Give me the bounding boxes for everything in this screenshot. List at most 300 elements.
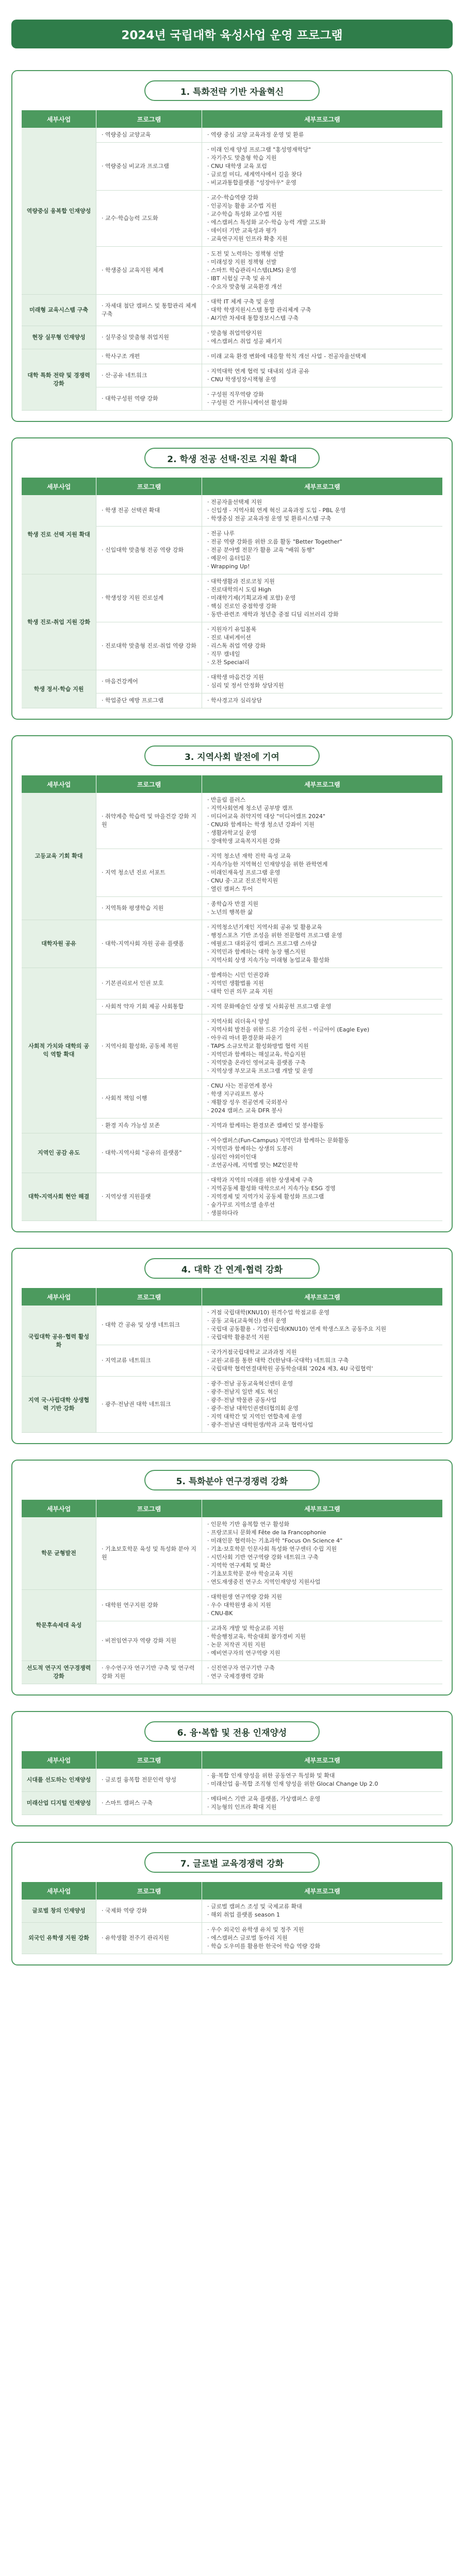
table-body	[22, 495, 442, 708]
detail-item: · 심리 및 정서 안정화 상담지원	[207, 682, 437, 690]
detail-item: · 광주·전남 대학인권센터협의회 운영	[207, 1404, 437, 1413]
program-name: · 지역사회 활성화, 공동체 복원	[102, 1042, 196, 1050]
detail-item: · 교육연구지원 인프라 확충 지원	[207, 235, 437, 243]
detail-item: · 미래성장 지원 정책형 선발	[207, 258, 437, 266]
program-name: · 대학구성원 역량 강화	[102, 395, 196, 403]
detail-item: · 지역경제 및 지역가치 공동체 활성화 프로그램	[207, 1193, 437, 1201]
program-name: · 역량중심 비교과 프로그램	[102, 162, 196, 171]
header-cell-1: 세부사업	[22, 1288, 96, 1306]
detail-item: · 데이터 기반 교육성과 평가	[207, 227, 437, 235]
detail-item: · 미래 교육 환경 변화에 대응할 학칙 개선 사업 - 전공자율선택제	[207, 352, 437, 361]
subproject-cell: 미래형 교육시스템 구축	[22, 295, 96, 326]
program-name: · 지역 청소년 진로 서포트	[102, 869, 196, 877]
subproject-cell: 지역 국·사립대학 상생협력 기반 강화	[22, 1377, 96, 1433]
table-header	[22, 110, 442, 128]
header-cell-3: 세부프로그램	[202, 110, 442, 128]
program-name: · 대학 간 공유 및 상생 네트워크	[102, 1321, 196, 1329]
table-row	[22, 1133, 442, 1173]
program-cell	[96, 1079, 202, 1118]
detail-item: · 지역공동체 활성화 대학으로서 지속가능 ESG 경영	[207, 1184, 437, 1193]
subproject-cell: 사회적 가치와 대학의 공익 역할 확대	[22, 968, 96, 1133]
header-cell-1: 세부사업	[22, 110, 96, 128]
program-cell	[96, 364, 202, 387]
detail-item: · CNU-BK	[207, 1609, 437, 1618]
header-cell-2: 프로그램	[96, 1751, 202, 1769]
detail-item: · 광주·전남권 대학원생/학과 교육 협력사업	[207, 1421, 437, 1429]
detail-item: · 학사경고자 심리상담	[207, 697, 437, 705]
section-title: 2. 학생 전공 선택·진로 지원 확대	[144, 448, 320, 468]
detail-item: · 장애학생 교육복지지원 강화	[207, 837, 437, 845]
program-name: · 학생 전공 선택권 확대	[102, 506, 196, 515]
detail-cell	[202, 1306, 442, 1345]
table-row	[22, 1590, 442, 1621]
program-cell	[96, 1517, 202, 1590]
program-table	[22, 1288, 442, 1433]
program-cell	[96, 191, 202, 247]
program-name: · 유학생활 전주기 관리지원	[102, 1934, 196, 1942]
header-row	[22, 1500, 442, 1517]
detail-item: · 종학습자 반결 지원	[207, 900, 437, 908]
table-header	[22, 1882, 442, 1900]
program-cell	[96, 670, 202, 693]
subproject-cell: 대학자원 공유	[22, 920, 96, 968]
detail-item: · 지역민과 함께하는 대학 농장 웰스지원	[207, 948, 437, 956]
detail-item: · 미래인재육성 프로그램 운영	[207, 869, 437, 877]
program-name: · 마음건강케어	[102, 677, 196, 686]
header-cell-3: 세부프로그램	[202, 478, 442, 495]
table-row	[22, 1377, 442, 1433]
detail-cell	[202, 1173, 442, 1221]
table-row	[22, 1173, 442, 1221]
program-name: · 실무중심 맞춤형 취업지원	[102, 333, 196, 342]
program-name: · 사회적 책임 이행	[102, 1094, 196, 1103]
detail-item: · 미래산업 융·복합 조직형 인재 양성을 위한 Glocal Change Up 2.0	[207, 1780, 437, 1788]
subproject-cell: 학문후속세대 육성	[22, 1590, 96, 1661]
detail-item: · 전공 나루	[207, 530, 437, 538]
detail-item: · 대학 IT 체계 구축 및 운영	[207, 298, 437, 306]
program-cell	[96, 1661, 202, 1684]
program-name: · 학업중단 예방 프로그램	[102, 697, 196, 705]
detail-cell	[202, 326, 442, 349]
detail-cell	[202, 128, 442, 143]
header-row	[22, 110, 442, 128]
detail-item: · 시민사회 기반 연구역량 강화 네트워크 구축	[207, 1553, 437, 1562]
detail-item: · 노년의 행복한 삶	[207, 908, 437, 917]
detail-item: · 학생중심 전공 교육과정 운영 및 환류시스템 구축	[207, 515, 437, 523]
program-cell	[96, 574, 202, 622]
detail-item: · 자기주도 맞춤형 학습 지원	[207, 154, 437, 162]
detail-item: · 대학 인권 의무 교육 지원	[207, 988, 437, 996]
detail-cell	[202, 793, 442, 849]
subproject-cell: 미래산업 디지털 인재양성	[22, 1792, 96, 1815]
detail-item: · 프랑코포니 문화제 Fête de la Francophonie	[207, 1529, 437, 1537]
detail-item: · 아우리 마녀 환경문화 파운기	[207, 1034, 437, 1042]
table-row	[22, 1792, 442, 1815]
detail-item: · 동반·관련조 재학과 청년층 중점 디딤 리브러리 강화	[207, 611, 437, 619]
program-cell	[96, 1621, 202, 1661]
section-3	[11, 735, 453, 1232]
detail-item: · 직무 캠네일	[207, 650, 437, 658]
detail-item: · 행정스포츠 기반 조성을 위한 전문협력 프로그램 운영	[207, 931, 437, 940]
subproject-cell: 외국인 유학생 지원 강화	[22, 1923, 96, 1954]
table-body	[22, 128, 442, 411]
header-cell-2: 프로그램	[96, 478, 202, 495]
program-name: · 기본권리로서 인권 보호	[102, 979, 196, 988]
detail-item: · 우수 외국인 유학생 유치 및 정주 지원	[207, 1926, 437, 1934]
detail-item: · 진로대학의시 도림 High	[207, 586, 437, 594]
subproject-cell: 학생 진로·취업 지원 강화	[22, 574, 96, 670]
subproject-cell: 학생 진로 선택 지원 확대	[22, 495, 96, 574]
detail-item: · 교과목 개발 및 학술교류 지원	[207, 1624, 437, 1633]
header-cell-1: 세부사업	[22, 1882, 96, 1900]
table-row	[22, 326, 442, 349]
detail-item: · 신진연구자 연구기반 구축	[207, 1664, 437, 1672]
section-2	[11, 437, 453, 720]
program-name: · 지역교류 네트워크	[102, 1357, 196, 1365]
detail-item: · 지역청소년기재인 지역사회 공유 및 활용교육	[207, 923, 437, 931]
detail-item: · CNU 중·고교 진로진학지원	[207, 877, 437, 885]
program-name: · 지역특화 평생학습 지원	[102, 904, 196, 912]
detail-item: · 글로컬 미디, 세계역사에서 길을 찾다	[207, 171, 437, 179]
program-name: · 대학원 연구지원 강화	[102, 1601, 196, 1609]
detail-item: · 역량 중심 교양 교육과정 운영 및 환류	[207, 131, 437, 139]
detail-item: · 함께하는 시민 인권강좌	[207, 971, 437, 979]
detail-cell	[202, 1621, 442, 1661]
detail-cell	[202, 1118, 442, 1133]
page-title: 2024년 국립대학 육성사업 운영 프로그램	[11, 20, 453, 48]
detail-cell	[202, 897, 442, 920]
detail-item: · 생불하다라	[207, 1209, 437, 1217]
subproject-cell: 대학-지역사회 현안 해결	[22, 1173, 96, 1221]
header-cell-1: 세부사업	[22, 775, 96, 793]
detail-cell	[202, 1133, 442, 1173]
header-row	[22, 478, 442, 495]
section-title: 3. 지역사회 발전에 기여	[144, 745, 320, 766]
detail-item: · 광주·전남 박물관 공동사업	[207, 1396, 437, 1404]
detail-item: · 지역민 생활법률 지원	[207, 979, 437, 988]
detail-item: · 연도재생중진 연구소 지역인재양성 지원사업	[207, 1578, 437, 1586]
detail-cell	[202, 849, 442, 897]
subproject-cell: 역량중심 융복합 인재양성	[22, 128, 96, 295]
program-table	[22, 1882, 442, 1954]
detail-item: · 비교과통합플랫폼 "성장아우" 운영	[207, 179, 437, 187]
table-row	[22, 128, 442, 143]
detail-item: · 구성원 직무역량 강화	[207, 391, 437, 399]
program-cell	[96, 1306, 202, 1345]
section-5	[11, 1460, 453, 1696]
table-body	[22, 1769, 442, 1815]
detail-item: · 핵심 진로인 중점학생 강화	[207, 602, 437, 611]
detail-item: · 도전 및 노력하는 정책형 선발	[207, 250, 437, 258]
detail-item: · 지역민과 함께하는 해설교육, 학습지원	[207, 1050, 437, 1059]
table-row	[22, 495, 442, 527]
detail-item: · 교원·교류를 통한 대학 간(한남대-국대학) 네트워크 구축	[207, 1357, 437, 1365]
program-cell	[96, 295, 202, 326]
detail-item: · 진로 내비게이션	[207, 634, 437, 642]
table-row	[22, 295, 442, 326]
detail-item: · 국가거점국립대학교 교과과정 지원	[207, 1348, 437, 1357]
detail-item: · 열린 캠퍼스 투어	[207, 885, 437, 893]
detail-item: · 지역상생 부모교육 프로그램 개발 및 운영	[207, 1067, 437, 1075]
detail-cell	[202, 1661, 442, 1684]
program-cell	[96, 247, 202, 295]
header-row	[22, 1882, 442, 1900]
program-name: · 진로대학 맞춤형 진로·취업 역량 강화	[102, 642, 196, 650]
detail-cell	[202, 247, 442, 295]
table-header	[22, 1751, 442, 1769]
program-cell	[96, 793, 202, 849]
detail-item: · 에스캠퍼스 취업 성공 패키지	[207, 337, 437, 346]
sections-container	[11, 70, 453, 1965]
table-body	[22, 1306, 442, 1433]
program-name: · 대학-지역사회 자원 공유 플랫폼	[102, 940, 196, 948]
header-cell-3: 세부프로그램	[202, 1751, 442, 1769]
program-cell	[96, 1377, 202, 1433]
table-row	[22, 1517, 442, 1590]
detail-cell	[202, 349, 442, 364]
program-table	[22, 1751, 442, 1815]
detail-item: · 숲가꾸로 지역소멸 솔루션	[207, 1201, 437, 1209]
table-row	[22, 574, 442, 622]
header-row	[22, 1288, 442, 1306]
detail-item: · 대학생활과 진로코칭 지원	[207, 578, 437, 586]
section-7	[11, 1842, 453, 1965]
detail-item: · 예문이 움터입문	[207, 554, 437, 563]
detail-item: · 광주·전남 공동교육혁신센터 운영	[207, 1380, 437, 1388]
detail-cell	[202, 670, 442, 693]
detail-item: · 대학생 마음건강 지원	[207, 673, 437, 682]
section-title: 6. 융·복합 및 전용 인재양성	[144, 1721, 320, 1742]
detail-item: · 지역사회 발전을 위한 드론 기술의 공헌 - 이글아이 (Eagle Eye)	[207, 1026, 437, 1034]
detail-cell	[202, 1900, 442, 1923]
program-name: · 학생중심 교육지원 체계	[102, 266, 196, 275]
program-name: · 기초보호학문 육성 및 특성화 분야 지원	[102, 1545, 196, 1562]
detail-item: · 지역맞춤 온라인 영어교육 플랫폼 구축	[207, 1059, 437, 1067]
program-cell	[96, 849, 202, 897]
detail-item: · 대학과 지역의 미래를 위한 상생체제 구축	[207, 1176, 437, 1184]
detail-item: · 2024 캠퍼스 교육 DFR 봉사	[207, 1107, 437, 1115]
detail-item: · 재활장 성우 전공연계 국외봉사	[207, 1098, 437, 1107]
detail-item: · 심리인 야외이인대	[207, 1153, 437, 1161]
program-cell	[96, 1345, 202, 1377]
detail-item: · 국립대학 활용분석 지원	[207, 1333, 437, 1342]
detail-item: · 리스톡 취업 역량 강화	[207, 642, 437, 650]
detail-item: · 에스캠퍼스 특성화 교수·학습 능력 개발 고도화	[207, 218, 437, 227]
detail-cell	[202, 1377, 442, 1433]
program-cell	[96, 128, 202, 143]
detail-cell	[202, 1079, 442, 1118]
detail-cell	[202, 920, 442, 968]
detail-item: · 신입생 - 지역사회 연계 혁신 교육과정 도입 - PBL 운영	[207, 506, 437, 515]
detail-cell	[202, 143, 442, 191]
detail-item: · 국립대학 협력연결대학원 공동학술대회 '2024 제3, 4U 국립협력'	[207, 1365, 437, 1373]
program-cell	[96, 920, 202, 968]
detail-item: · 반올림 플러스	[207, 796, 437, 804]
program-name: · 사회적 약자 기회 제공 사회통합	[102, 1003, 196, 1011]
detail-item: · 기초·보호학문 인문사회 특성화 연구센터 수립 지원	[207, 1545, 437, 1553]
program-table	[22, 1500, 442, 1684]
detail-item: · 에스캠퍼스 글로벌 동아리 지원	[207, 1934, 437, 1942]
detail-cell	[202, 693, 442, 708]
program-cell	[96, 999, 202, 1014]
program-name: · 광주·전남권 대학 네트워크	[102, 1400, 196, 1409]
detail-item: · 인공지능 활용 교수법 지원	[207, 202, 437, 210]
detail-item: · 메타버스 기반 교육 플랫폼, 가상캠퍼스 운영	[207, 1795, 437, 1803]
subproject-cell: 현장 실무형 인재양성	[22, 326, 96, 349]
table-header	[22, 478, 442, 495]
header-cell-3: 세부프로그램	[202, 1882, 442, 1900]
header-cell-2: 프로그램	[96, 1500, 202, 1517]
detail-item: · TAPS 소규모학교 활성화방법 협력 지원	[207, 1042, 437, 1050]
program-name: · 학생성장 지원 진로설계	[102, 594, 196, 602]
detail-item: · 오찬 Special리	[207, 658, 437, 667]
subproject-cell: 대학 특화 전략 및 경쟁력 강화	[22, 349, 96, 411]
header-cell-2: 프로그램	[96, 110, 202, 128]
program-cell	[96, 1173, 202, 1221]
program-name: · 산·공유 네트워크	[102, 371, 196, 380]
table-row	[22, 1306, 442, 1345]
detail-item: · 지원자기 유입볼록	[207, 625, 437, 634]
detail-item: · 수요자 맞춤형 교육환경 개선	[207, 283, 437, 291]
detail-cell	[202, 574, 442, 622]
detail-item: · 전공 역량 강화를 위한 오름 활동 "Better Together"	[207, 538, 437, 546]
detail-cell	[202, 387, 442, 411]
detail-cell	[202, 968, 442, 999]
program-table	[22, 775, 442, 1221]
table-row	[22, 1923, 442, 1954]
program-name: · 비전임연구자 역량 강화 지원	[102, 1637, 196, 1645]
program-name: · 환경 지속 가능성 보존	[102, 1122, 196, 1130]
detail-cell	[202, 1590, 442, 1621]
program-table	[22, 110, 442, 411]
detail-item: · 맞춤형 취업역량지원	[207, 329, 437, 337]
table-body	[22, 793, 442, 1221]
program-name: · 대학-지역사회 "공유의 플랫폼"	[102, 1149, 196, 1157]
detail-item: · 융·복합 인재 양성을 위한 공동연구 특성화 및 확대	[207, 1772, 437, 1780]
detail-item: · CNU 사는 전공연계 봉사	[207, 1082, 437, 1090]
detail-item: · 지역학 연구계획 및 확산	[207, 1562, 437, 1570]
detail-cell	[202, 999, 442, 1014]
detail-item: · 논문 저작권 지원 지원	[207, 1641, 437, 1649]
detail-item: · 미래인문 협력하는 기초과학 "Focus On Science 4"	[207, 1537, 437, 1545]
section-4	[11, 1248, 453, 1444]
detail-item: · 예비연구자의 연구역량 지원	[207, 1649, 437, 1657]
program-name: · 자세대 첨단 캠퍼스 및 통합관리 체계 구축	[102, 302, 196, 318]
detail-cell	[202, 191, 442, 247]
detail-item: · 대학 학생지원시스템 통합 관리체계 구축	[207, 306, 437, 314]
subproject-cell: 학생 정서·학습 지원	[22, 670, 96, 708]
detail-item: · 인문학 기반 융복합 연구 활성화	[207, 1520, 437, 1529]
section-title: 5. 특화분야 연구경쟁력 강화	[144, 1470, 320, 1490]
detail-cell	[202, 1769, 442, 1792]
detail-item: · 기초보호학문 분야 학술교육 지원	[207, 1570, 437, 1578]
detail-item: · 여수캠퍼스(Fun-Campus) 지역민과 함께하는 문화활동	[207, 1137, 437, 1145]
table-row	[22, 349, 442, 364]
program-cell	[96, 693, 202, 708]
table-header	[22, 1500, 442, 1517]
program-name: · 교수·학습능력 고도화	[102, 214, 196, 223]
header-cell-3: 세부프로그램	[202, 775, 442, 793]
program-cell	[96, 1769, 202, 1792]
program-cell	[96, 495, 202, 527]
detail-item: · 학술행정교육, 학술대회 참가경비 지원	[207, 1633, 437, 1641]
detail-cell	[202, 527, 442, 574]
program-name: · 글로컬 융복합 전문인력 양성	[102, 1776, 196, 1784]
detail-item: · 교수·학습역량 강화	[207, 194, 437, 202]
detail-item: · 지역대학 연계 협력 및 대내외 성과 공유	[207, 367, 437, 376]
program-name: · 우수연구자 연구기반 구축 및 연구력 강화 지원	[102, 1664, 196, 1681]
header-cell-1: 세부사업	[22, 478, 96, 495]
detail-item: · 광주·전남지 일반 제도 혁신	[207, 1388, 437, 1396]
table-row	[22, 920, 442, 968]
header-cell-2: 프로그램	[96, 775, 202, 793]
detail-cell	[202, 1345, 442, 1377]
table-row	[22, 1769, 442, 1792]
program-cell	[96, 622, 202, 670]
header-cell-1: 세부사업	[22, 1500, 96, 1517]
detail-item: · CNU 대학생 교육 포럼	[207, 162, 437, 171]
table-row	[22, 968, 442, 999]
detail-item: · 지역 문화예술인 상생 및 사회공헌 프로그램 운영	[207, 1003, 437, 1011]
detail-cell	[202, 364, 442, 387]
detail-item: · 지역사회 상생 지속가능 미래형 농업교육 활성화	[207, 956, 437, 964]
program-cell	[96, 387, 202, 411]
header-cell-3: 세부프로그램	[202, 1500, 442, 1517]
subproject-cell: 선도적 연구지 연구경쟁력 강화	[22, 1661, 96, 1684]
subproject-cell: 글로벌 창의 인재양성	[22, 1900, 96, 1923]
detail-item: · 전공 분야별 전문가 활용 교육 "배워 동행"	[207, 546, 437, 554]
table-body	[22, 1517, 442, 1684]
detail-item: · 미래 인재 양성 프로그램 "홍성영재학당"	[207, 146, 437, 154]
detail-item: · 해외 취업 플랫폼 season 1	[207, 1911, 437, 1919]
section-title: 4. 대학 간 연계·협력 강화	[144, 1258, 320, 1279]
detail-item: · 글로벌 캠퍼스 조성 및 국제교류 확대	[207, 1903, 437, 1911]
program-name: · 취약계층 학습력 및 마을건강 강화 지원	[102, 812, 196, 829]
subproject-cell: 국립대학 공유·협력 활성화	[22, 1306, 96, 1377]
program-name: · 학사구조 개편	[102, 352, 196, 361]
detail-item: · 미래학기제(기획교과제 포함) 운영	[207, 594, 437, 602]
detail-item: · Wrapping Up!	[207, 563, 437, 571]
table-row	[22, 670, 442, 693]
header-cell-1: 세부사업	[22, 1751, 96, 1769]
table-header	[22, 775, 442, 793]
program-cell	[96, 349, 202, 364]
detail-item: · 거점 국립대학(KNU10) 원격수업 학점교류 운영	[207, 1309, 437, 1317]
section-6	[11, 1711, 453, 1826]
program-cell	[96, 1792, 202, 1815]
header-row	[22, 1751, 442, 1769]
program-name: · 지역상생 지원플랫	[102, 1193, 196, 1201]
detail-cell	[202, 622, 442, 670]
program-name: · 국제화 역량 강화	[102, 1907, 196, 1915]
detail-item: · 교수학습 특성화 교수법 지원	[207, 210, 437, 218]
table-header	[22, 1288, 442, 1306]
detail-item: · 생활과학교실 운영	[207, 829, 437, 837]
table-row	[22, 793, 442, 849]
detail-item: · 지역 청소년 재학 진학 육성 교육	[207, 852, 437, 860]
detail-item: · 학생 지구리포트 봉사	[207, 1090, 437, 1098]
detail-item: · CNU 학생성장시책형 운영	[207, 376, 437, 384]
program-cell	[96, 1133, 202, 1173]
program-name: · 역량중심 교양교육	[102, 131, 196, 139]
detail-item: · 스마트 학습관리시스템(LMS) 운영	[207, 266, 437, 275]
subproject-cell: 고등교육 기회 확대	[22, 793, 96, 920]
program-cell	[96, 527, 202, 574]
subproject-cell: 시대를 선도하는 인재양성	[22, 1769, 96, 1792]
table-row	[22, 1900, 442, 1923]
detail-cell	[202, 1014, 442, 1079]
detail-item: · 대학원생 연구역량 강화 지원	[207, 1593, 437, 1601]
